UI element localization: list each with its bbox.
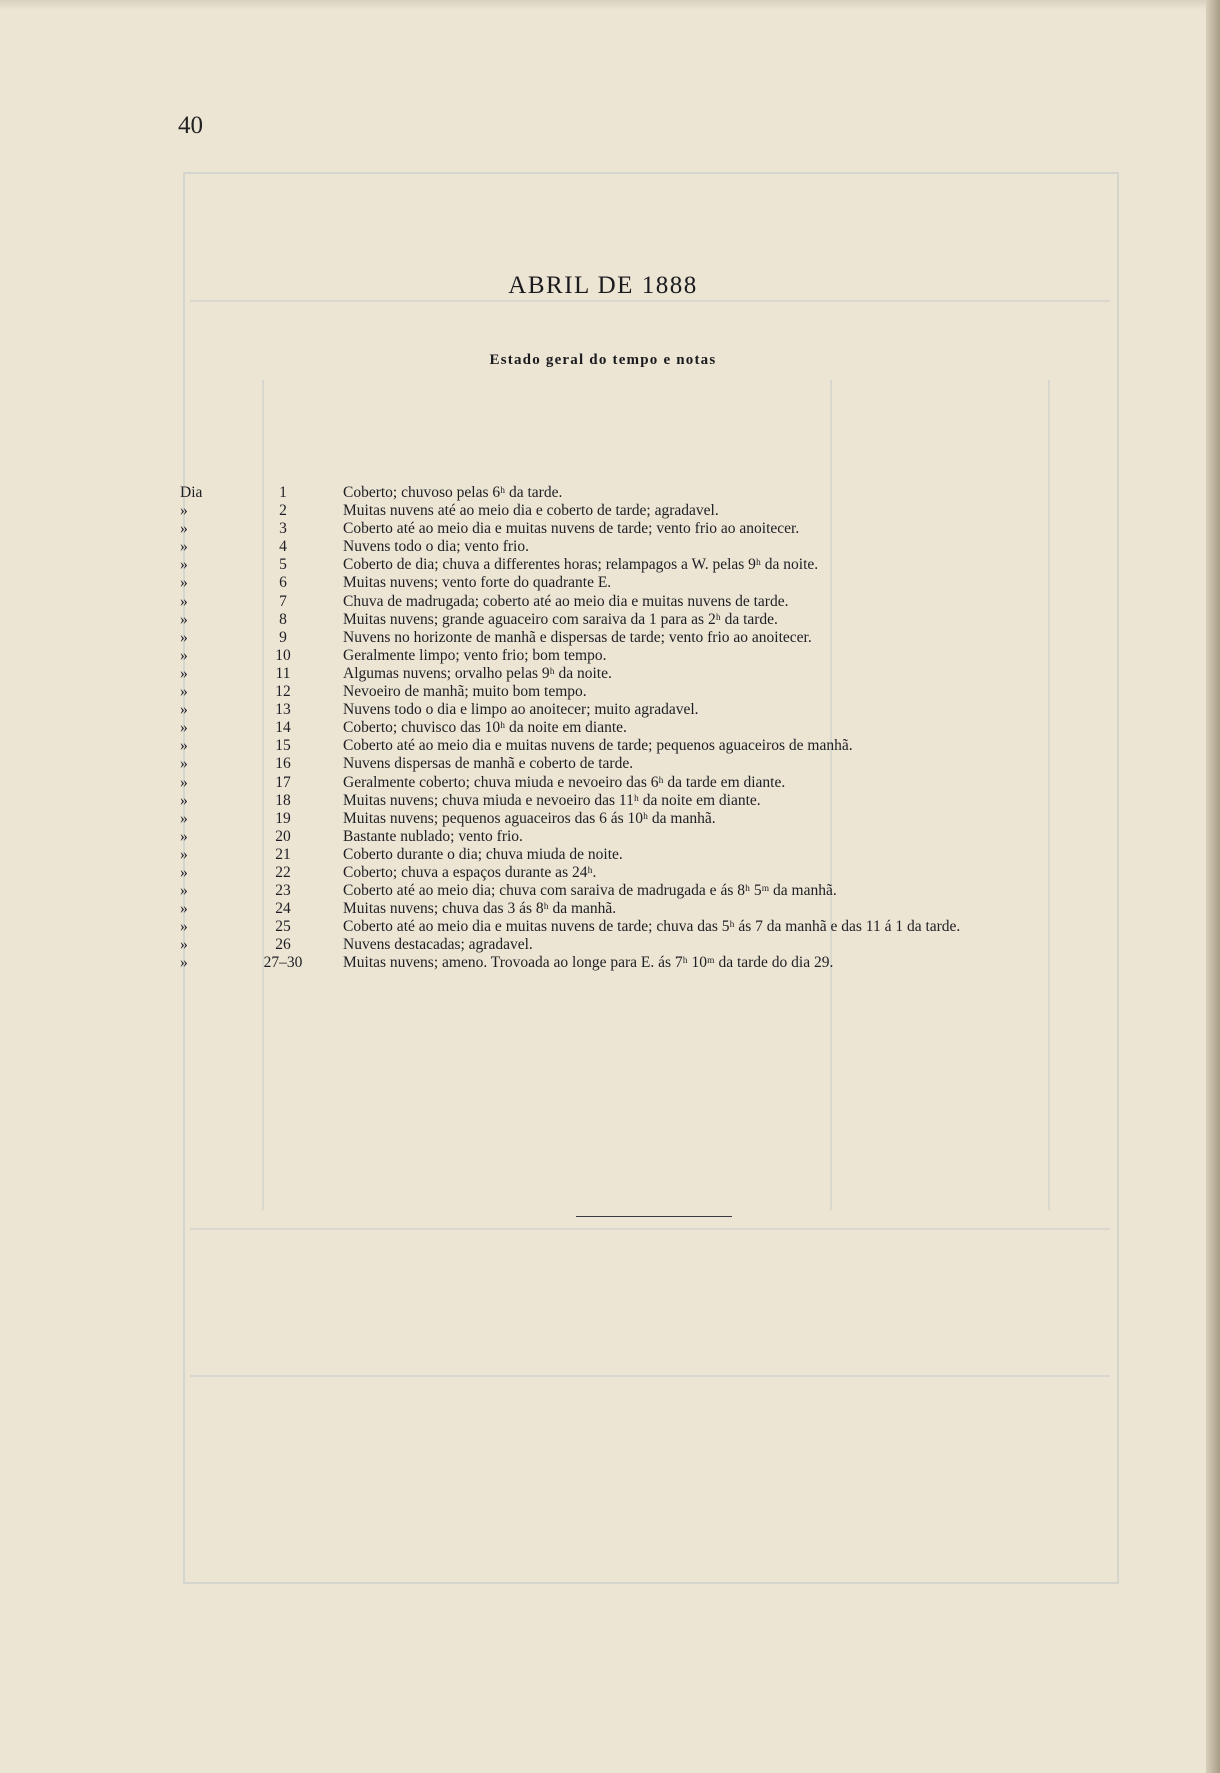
day-number: 8: [279, 610, 287, 628]
weather-note: Nuvens destacadas; agradavel.: [343, 936, 533, 954]
weather-note: Muitas nuvens; grande aguaceiro com saraiva da 1 para as 2ʰ da tarde.: [343, 610, 778, 628]
weather-note: Coberto durante o dia; chuva miuda de noite.: [343, 845, 623, 863]
note-row: [180, 683, 1180, 701]
show-through-rule: [190, 1228, 1110, 1230]
closing-rule: [576, 1216, 732, 1217]
day-number: 10: [275, 646, 291, 664]
row-label: »: [180, 845, 188, 863]
note-row: [180, 556, 1180, 574]
row-label: »: [180, 574, 188, 592]
note-row: [180, 864, 1180, 882]
weather-note: Bastante nublado; vento frio.: [343, 827, 523, 845]
weather-note: Algumas nuvens; orvalho pelas 9ʰ da noite.: [343, 664, 612, 682]
day-number: 9: [279, 628, 287, 646]
show-through-rule: [190, 300, 1110, 302]
row-label: »: [180, 538, 188, 556]
page-number: 40: [178, 112, 203, 139]
note-row: [180, 774, 1180, 792]
note-row: [180, 611, 1180, 629]
day-number: 2: [279, 502, 287, 520]
day-number: 22: [275, 863, 291, 881]
day-number: 25: [275, 918, 291, 936]
note-row: [180, 593, 1180, 611]
row-label: »: [180, 628, 188, 646]
weather-note: Coberto de dia; chuva a differentes horas; relampagos a W. pelas 9ʰ da noite.: [343, 556, 819, 574]
note-row: [180, 755, 1180, 773]
day-number: 12: [275, 683, 291, 701]
weather-note: Coberto; chuva a espaços durante as 24ʰ.: [343, 863, 597, 881]
day-number: 20: [275, 827, 291, 845]
row-label: »: [180, 737, 188, 755]
weather-note: Nuvens todo o dia e limpo ao anoitecer; muito agradavel.: [343, 701, 699, 719]
note-row: [180, 538, 1180, 556]
note-row: [180, 719, 1180, 737]
show-through-rule: [190, 1375, 1110, 1377]
weather-note: Coberto até ao meio dia e muitas nuvens de tarde; vento frio ao anoitecer.: [343, 520, 800, 538]
note-row: [180, 520, 1180, 538]
weather-note: Coberto até ao meio dia; chuva com saraiva de madrugada e ás 8ʰ 5ᵐ da manhã.: [343, 882, 837, 900]
note-row: [180, 792, 1180, 810]
day-number: 19: [275, 809, 291, 827]
weather-note: Nuvens todo o dia; vento frio.: [343, 538, 529, 556]
day-number: 14: [275, 719, 291, 737]
weather-note: Chuva de madrugada; coberto até ao meio dia e muitas nuvens de tarde.: [343, 592, 789, 610]
row-label: »: [180, 592, 188, 610]
weather-note: Geralmente coberto; chuva miuda e nevoeiro das 6ʰ da tarde em diante.: [343, 773, 786, 791]
row-label: Dia: [180, 484, 203, 501]
row-label: »: [180, 791, 188, 809]
weather-note: Geralmente limpo; vento frio; bom tempo.: [343, 646, 607, 664]
day-number: 21: [275, 845, 291, 863]
note-row: [180, 828, 1180, 846]
row-label: »: [180, 755, 188, 773]
note-row: [180, 574, 1180, 592]
row-label: »: [180, 809, 188, 827]
day-number: 1: [279, 484, 287, 501]
day-number: 16: [275, 755, 291, 773]
page-edge: [1206, 0, 1220, 1773]
note-row: [180, 502, 1180, 520]
day-number: 11: [275, 664, 291, 682]
day-number: 3: [279, 520, 287, 538]
weather-note: Muitas nuvens; ameno. Trovoada ao longe para E. ás 7ʰ 10ᵐ da tarde do dia 29.: [343, 954, 834, 972]
note-row: [180, 846, 1180, 864]
day-number: 26: [275, 936, 291, 954]
note-row: [180, 918, 1180, 936]
day-number: 13: [275, 701, 291, 719]
weather-note: Nevoeiro de manhã; muito bom tempo.: [343, 683, 587, 701]
note-row: [180, 629, 1180, 647]
day-number: 15: [275, 737, 291, 755]
row-label: »: [180, 827, 188, 845]
note-row: [180, 936, 1180, 954]
row-label: »: [180, 556, 188, 574]
row-label: »: [180, 610, 188, 628]
row-label: »: [180, 646, 188, 664]
note-row: [180, 882, 1180, 900]
weather-note: Coberto até ao meio dia e muitas nuvens de tarde; pequenos aguaceiros de manhã.: [343, 737, 853, 755]
row-label: »: [180, 936, 188, 954]
weather-note: Coberto; chuvoso pelas 6ʰ da tarde.: [343, 484, 563, 501]
row-label: »: [180, 882, 188, 900]
row-label: »: [180, 863, 188, 881]
day-number: 23: [275, 882, 291, 900]
row-label: »: [180, 502, 188, 520]
day-number: 6: [279, 574, 287, 592]
weather-notes-list: [180, 484, 1180, 973]
row-label: »: [180, 683, 188, 701]
note-row: [180, 954, 1180, 972]
day-number: 24: [275, 900, 291, 918]
row-label: »: [180, 701, 188, 719]
note-row: [180, 737, 1180, 755]
row-label: »: [180, 954, 188, 972]
section-subtitle: Estado geral do tempo e notas: [489, 352, 717, 368]
weather-note: Coberto até ao meio dia e muitas nuvens de tarde; chuva das 5ʰ ás 7 da manhã e das 11 á 1 da tarde.: [343, 918, 961, 936]
row-label: »: [180, 664, 188, 682]
page-shadow: [0, 0, 1206, 10]
row-label: »: [180, 773, 188, 791]
weather-note: Muitas nuvens; chuva das 3 ás 8ʰ da manhã.: [343, 900, 617, 918]
day-number: 18: [275, 791, 291, 809]
note-row: [180, 900, 1180, 918]
note-row: [180, 484, 1180, 502]
weather-note: Nuvens no horizonte de manhã e dispersas de tarde; vento frio ao anoitecer.: [343, 628, 812, 646]
row-label: »: [180, 520, 188, 538]
weather-note: Muitas nuvens; chuva miuda e nevoeiro das 11ʰ da noite em diante.: [343, 791, 761, 809]
note-row: [180, 810, 1180, 828]
day-number: 27–30: [263, 954, 303, 972]
note-row: [180, 701, 1180, 719]
note-row: [180, 665, 1180, 683]
weather-note: Muitas nuvens; pequenos aguaceiros das 6 ás 10ʰ da manhã.: [343, 809, 716, 827]
weather-note: Muitas nuvens até ao meio dia e coberto de tarde; agradavel.: [343, 502, 719, 520]
weather-note: Nuvens dispersas de manhã e coberto de tarde.: [343, 755, 634, 773]
day-number: 4: [279, 538, 287, 556]
page-title: ABRIL DE 1888: [508, 272, 698, 299]
day-number: 17: [275, 773, 291, 791]
row-label: »: [180, 719, 188, 737]
weather-note: Muitas nuvens; vento forte do quadrante E.: [343, 574, 612, 592]
weather-note: Coberto; chuvisco das 10ʰ da noite em diante.: [343, 719, 627, 737]
day-number: 7: [279, 592, 287, 610]
row-label: »: [180, 900, 188, 918]
row-label: »: [180, 918, 188, 936]
day-number: 5: [279, 556, 287, 574]
note-row: [180, 647, 1180, 665]
